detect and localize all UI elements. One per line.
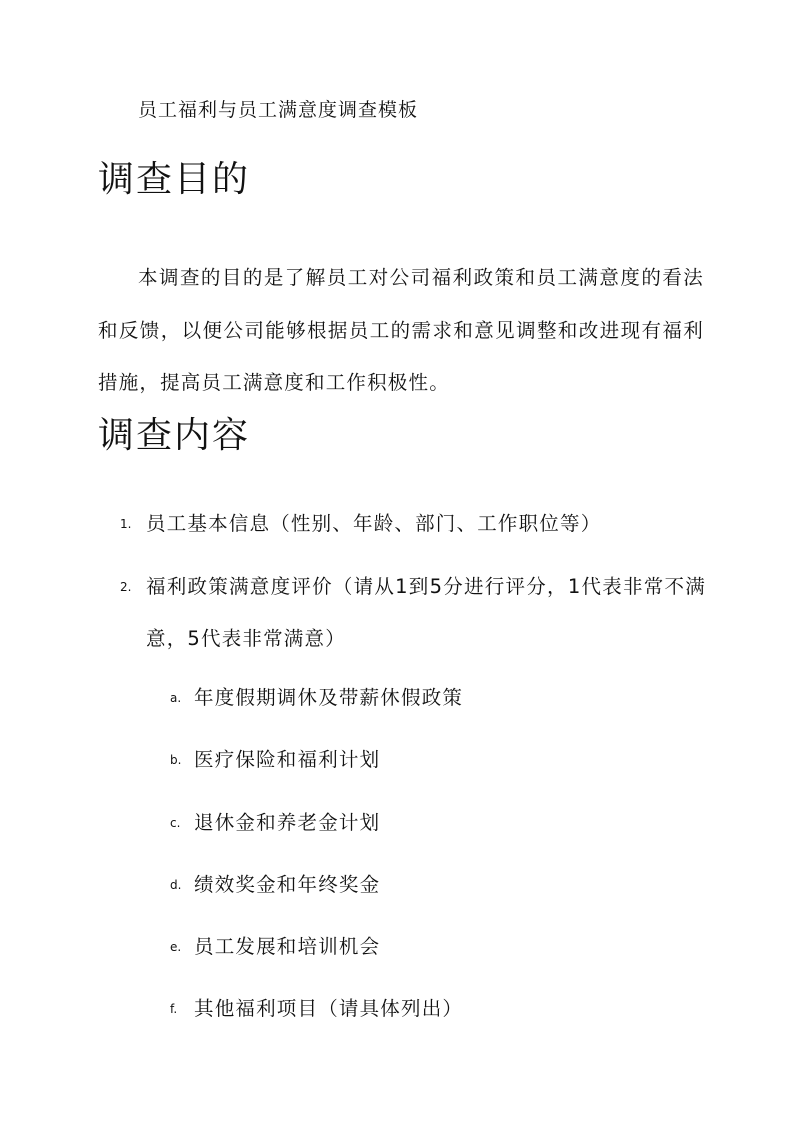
sub-list-item-d <box>0 871 800 899</box>
list-marker: 2. <box>120 580 132 594</box>
sub-list-item-text: 员工发展和培训机会 <box>194 935 381 958</box>
list-item-1 <box>0 510 800 538</box>
sub-list-marker: c. <box>170 816 181 830</box>
sub-list-item-b <box>0 746 800 774</box>
heading-survey-content: 调查内容 <box>98 415 251 456</box>
sub-list-item-text: 医疗保险和福利计划 <box>194 748 381 771</box>
list-marker: 1. <box>120 517 132 531</box>
list-item-2 <box>0 573 800 653</box>
sub-list-marker: a. <box>170 691 182 705</box>
sub-list-item-text: 退休金和养老金计划 <box>194 811 381 834</box>
list-item-text: 福利政策满意度评价（请从1到5分进行评分，1代表非常不满意，5代表非常满意） <box>146 575 706 650</box>
sub-list-item-text: 其他福利项目（请具体列出） <box>194 997 464 1020</box>
purpose-paragraph: 本调查的目的是了解员工对公司福利政策和员工满意度的看法和反馈，以便公司能够根据员工的需求和意见调整和改进现有福利措施，提高员工满意度和工作积极性。 <box>98 266 704 394</box>
list-item-text: 员工基本信息（性别、年龄、部门、工作职位等） <box>146 512 602 535</box>
sub-list-item-a <box>0 684 800 712</box>
sub-list-item-text: 绩效奖金和年终奖金 <box>194 873 381 896</box>
sub-list-item-c <box>0 809 800 837</box>
sub-list-item-e <box>0 933 800 961</box>
heading-survey-purpose: 调查目的 <box>98 159 251 200</box>
document-title: 员工福利与员工满意度调查模板 <box>138 99 419 121</box>
sub-list-marker: f. <box>170 1002 178 1016</box>
sub-list-marker: b. <box>170 753 182 767</box>
sub-list-marker: e. <box>170 940 182 954</box>
sub-list-marker: d. <box>170 878 182 892</box>
sub-list-item-f <box>0 995 800 1023</box>
sub-list-item-text: 年度假期调休及带薪休假政策 <box>194 686 464 709</box>
